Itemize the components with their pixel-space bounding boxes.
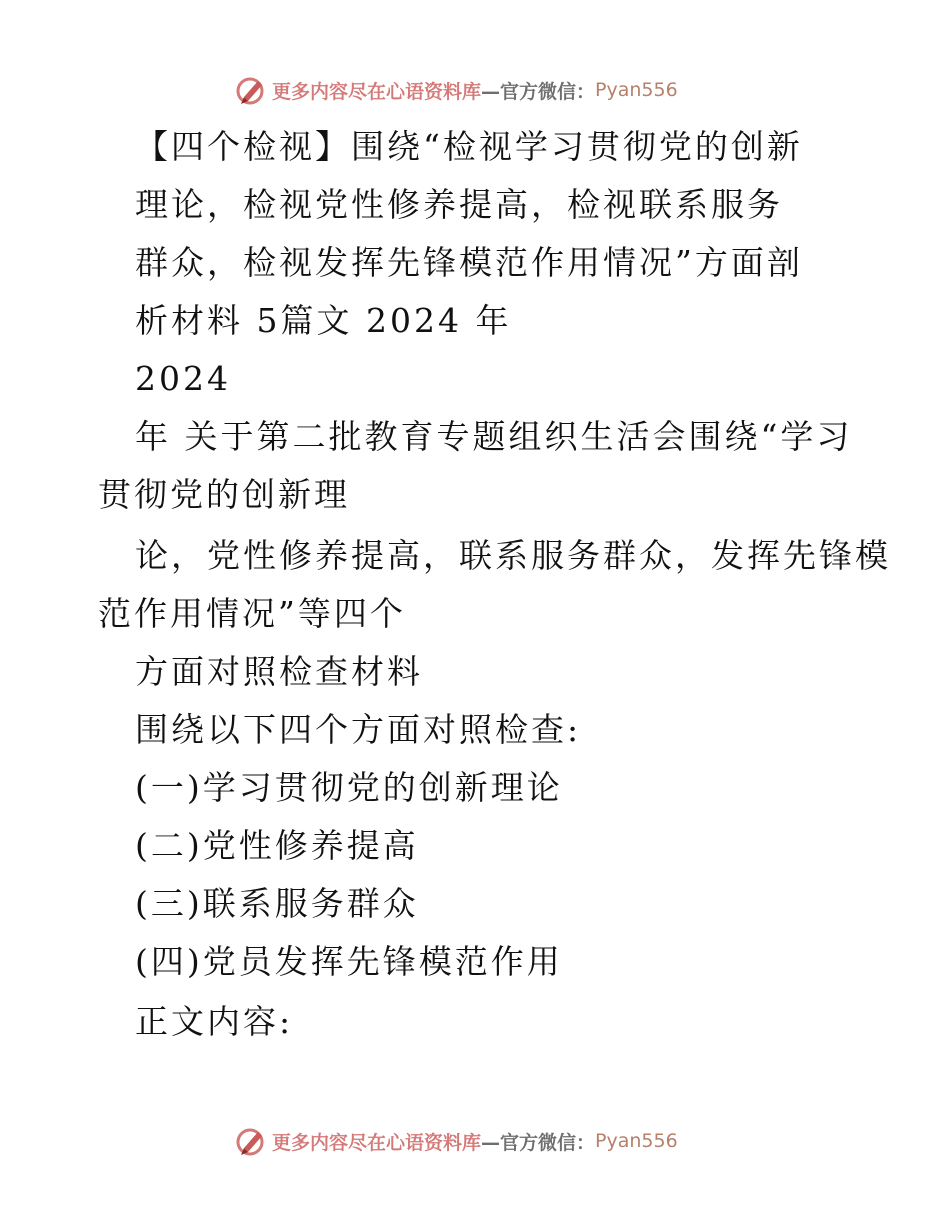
body-line-subtitle-3: 论，党性修养提高，联系服务群众，发挥先锋模 <box>135 536 891 575</box>
body-line-content-heading: 正文内容: <box>135 1002 294 1041</box>
body-line-subtitle-1: 年 关于第二批教育专题组织生活会围绕“学习 <box>135 417 853 456</box>
list-item-2: (二)党性修养提高 <box>135 826 419 865</box>
watermark-site-text: 更多内容尽在心语资料库 <box>272 1131 482 1154</box>
pen-logo-icon <box>234 1124 272 1158</box>
body-line-intro: 围绕以下四个方面对照检查: <box>135 710 582 749</box>
title-line-2: 理论，检视党性修养提高，检视联系服务 <box>135 185 783 224</box>
body-line-subtitle-5: 方面对照检查材料 <box>135 652 423 691</box>
title-line-1: 【四个检视】围绕“检视学习贯彻党的创新 <box>135 127 803 166</box>
pen-logo-icon <box>234 73 272 107</box>
body-line-subtitle-2: 贯彻党的创新理 <box>98 475 350 514</box>
watermark-header <box>234 72 678 108</box>
watermark-wechat-id: Pyan556 <box>595 79 678 101</box>
title-line-3: 群众，检视发挥先锋模范作用情况”方面剖 <box>135 243 803 282</box>
title-line-4: 析材料 5篇文 2024 年 <box>135 301 512 340</box>
list-item-4: (四)党员发挥先锋模范作用 <box>135 942 563 981</box>
list-item-3: (三)联系服务群众 <box>135 884 419 923</box>
watermark-footer <box>234 1123 678 1159</box>
watermark-site-text: 更多内容尽在心语资料库 <box>272 80 482 103</box>
watermark-wechat-label: —官方微信： <box>481 1131 596 1154</box>
watermark-wechat-label: —官方微信： <box>481 80 596 103</box>
list-item-1: (一)学习贯彻党的创新理论 <box>135 768 563 807</box>
body-line-subtitle-4: 范作用情况”等四个 <box>98 594 406 633</box>
watermark-wechat-id: Pyan556 <box>595 1130 678 1152</box>
body-line-year: 2024 <box>135 359 231 398</box>
